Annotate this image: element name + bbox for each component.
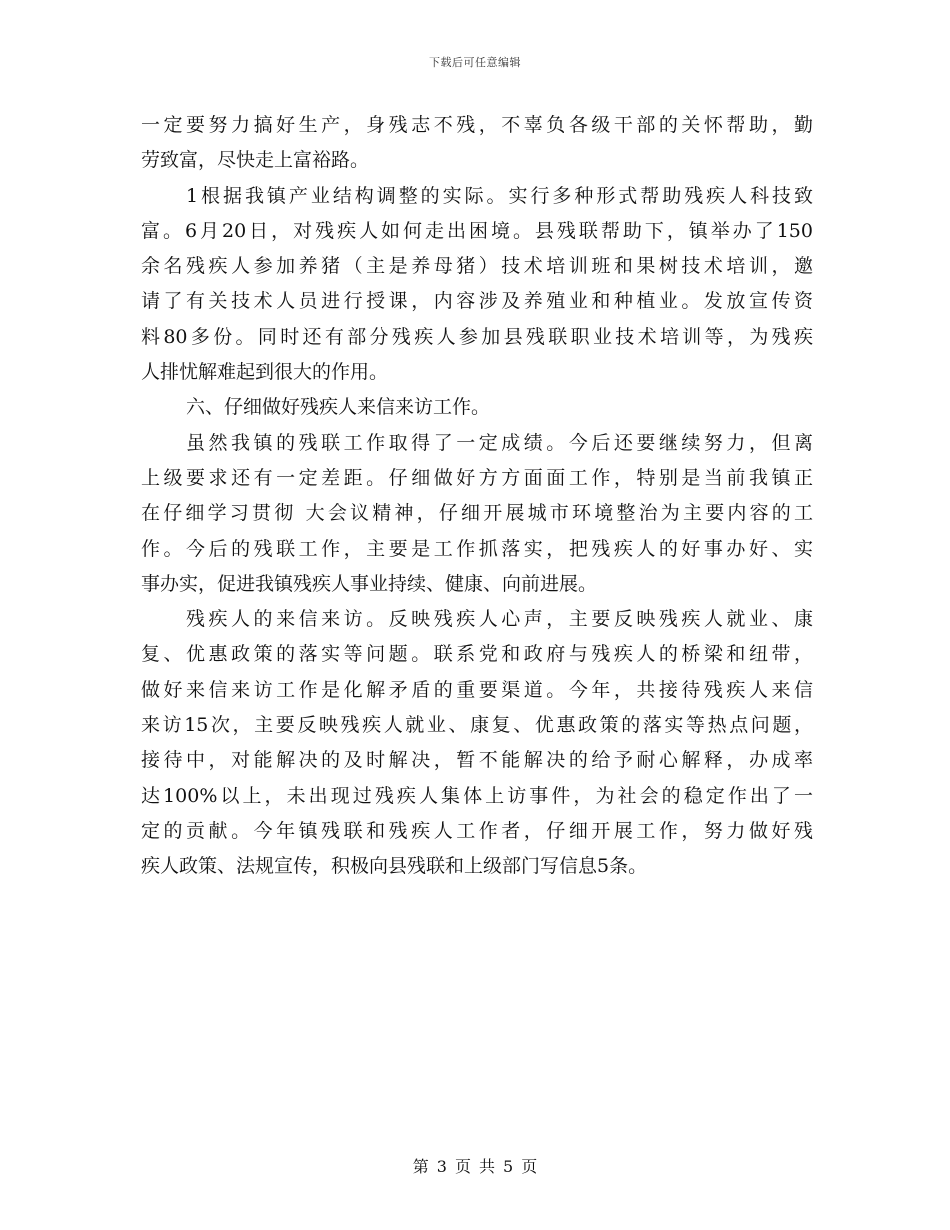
- text-line: 劳致富，尽快走上富裕路。: [141, 149, 370, 172]
- text-line: 做好来信来访工作是化解矛盾的重要渠道。今年，共接待残疾人来信: [141, 678, 813, 701]
- text-line: 来访15次，主要反映残疾人就业、康复、优惠政策的落实等热点问题，: [141, 714, 813, 737]
- text-line: 定的贡献。今年镇残联和残疾人工作者，仔细开展工作，努力做好残: [141, 819, 813, 842]
- section-heading: 六、仔细做好残疾人来信来访工作。: [186, 396, 491, 419]
- text-line: 人排忧解难起到很大的作用。: [141, 361, 389, 384]
- text-line: 一定要努力搞好生产，身残志不残，不辜负各级干部的关怀帮助，勤: [141, 114, 813, 136]
- text-line: 富。6月20日，对残疾人如何走出困境。县残联帮助下，镇举办了150: [141, 219, 813, 242]
- text-line: 请了有关技术人员进行授课，内容涉及养殖业和种植业。发放宣传资: [141, 290, 813, 313]
- text-line: 余名残疾人参加养猪（主是养母猪）技术培训班和果树技术培训，邀: [141, 255, 813, 278]
- total-unit: 页: [521, 1157, 538, 1176]
- page-footer: [0, 1154, 950, 1177]
- text-line: 疾人政策、法规宣传，积极向县残联和上级部门写信息5条。: [141, 855, 648, 878]
- page-unit: 页: [454, 1157, 471, 1176]
- text-line: 复、优惠政策的落实等问题。联系党和政府与残疾人的桥梁和纽带，: [141, 643, 813, 666]
- text-line: 作。今后的残联工作，主要是工作抓落实，把残疾人的好事办好、实: [141, 537, 813, 560]
- text-line: 上级要求还有一定差距。仔细做好方方面面工作，特别是当前我镇正: [141, 466, 813, 489]
- text-line: 事办实，促进我镇残疾人事业持续、健康、向前进展。: [141, 572, 598, 595]
- current-page-number: 3: [436, 1157, 447, 1176]
- page-prefix: 第: [412, 1157, 429, 1176]
- total-pages-number: 5: [503, 1157, 514, 1176]
- text-line: 料80多份。同时还有部分残疾人参加县残联职业技术培训等，为残疾: [141, 325, 813, 348]
- text-line: 在仔细学习贯彻 大会议精神，仔细开展城市环境整治为主要内容的工: [141, 502, 813, 525]
- text-line: 残疾人的来信来访。反映残疾人心声，主要反映残疾人就业、康: [186, 608, 813, 631]
- text-line: 接待中，对能解决的及时解决，暂不能解决的给予耐心解释，办成率: [141, 749, 813, 772]
- text-line: 虽然我镇的残联工作取得了一定成绩。今后还要继续努力，但离: [186, 431, 813, 454]
- text-line: 1根据我镇产业结构调整的实际。实行多种形式帮助残疾人科技致: [186, 184, 813, 207]
- total-prefix: 共: [479, 1157, 496, 1176]
- text-line: 达100%以上，未出现过残疾人集体上访事件，为社会的稳定作出了一: [141, 784, 813, 807]
- page-header-note: 下载后可任意编辑: [429, 56, 521, 69]
- document-body: [141, 108, 813, 885]
